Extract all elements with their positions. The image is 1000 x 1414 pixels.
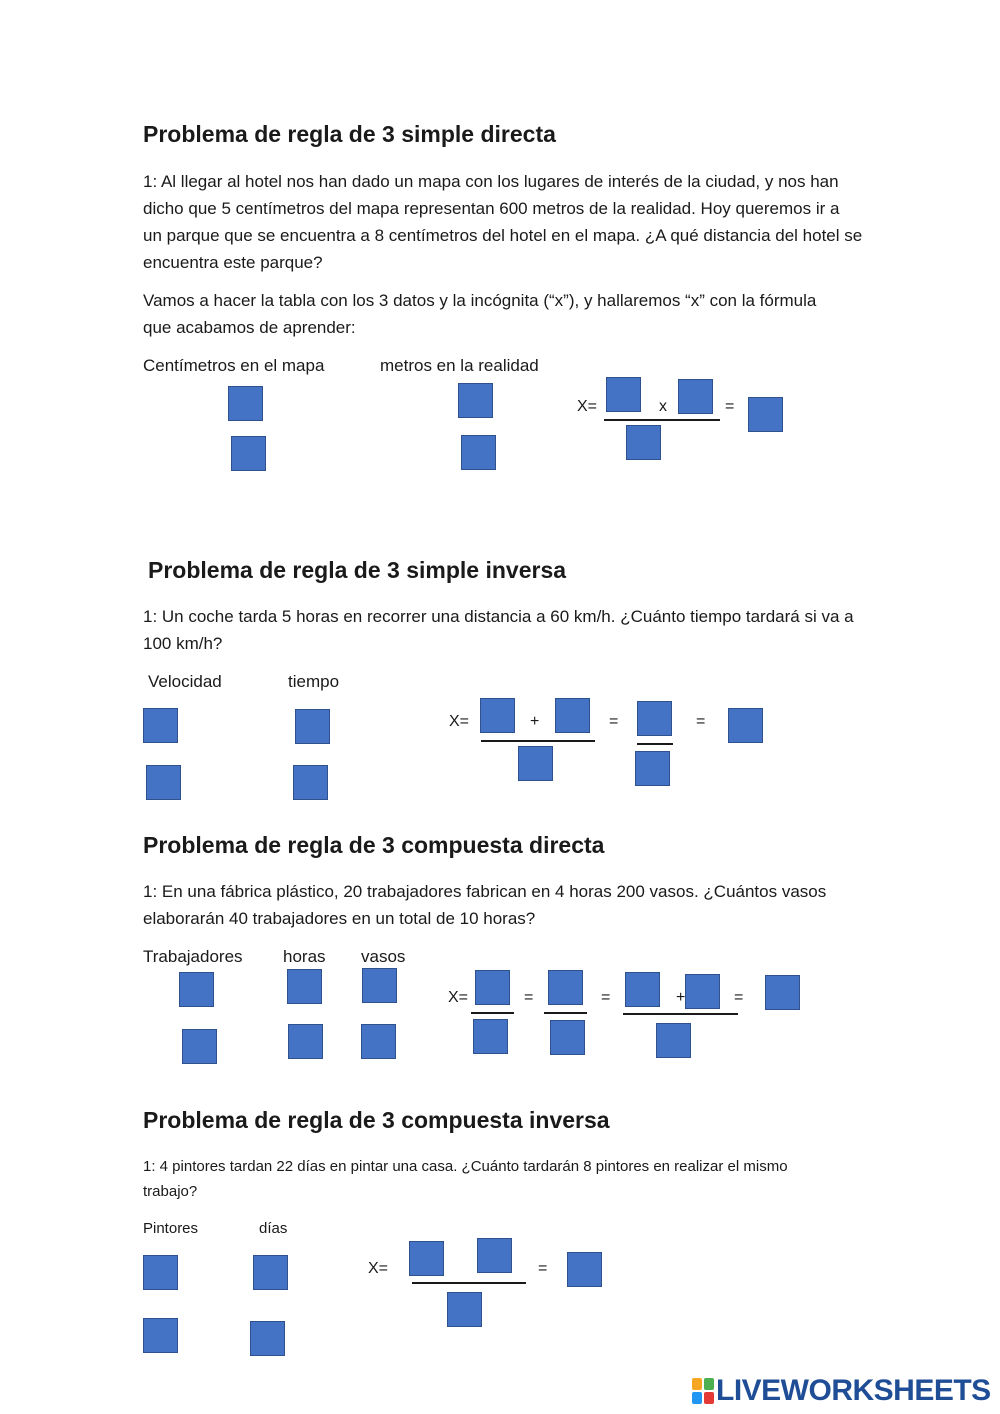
answer-box[interactable] [253, 1255, 288, 1290]
section-2-problem: 1: Un coche tarda 5 horas en recorrer una distancia a 60 km/h. ¿Cuánto tiempo tardará si va a 100 km/h? [143, 607, 854, 653]
formula-operator: + [676, 989, 686, 1006]
section-1-title: Problema de regla de 3 simple directa [143, 121, 556, 147]
answer-box[interactable] [625, 972, 660, 1007]
answer-box[interactable] [567, 1252, 602, 1287]
formula-equals: = [725, 398, 735, 415]
section-2-title: Problema de regla de 3 simple inversa [148, 557, 567, 583]
answer-box[interactable] [293, 765, 328, 800]
section-4-title: Problema de regla de 3 compuesta inversa [143, 1107, 610, 1133]
formula-equals: = [609, 713, 619, 730]
answer-box[interactable] [179, 972, 214, 1007]
answer-box[interactable] [728, 708, 763, 743]
formula-operator: x [659, 398, 667, 415]
fraction-bar [412, 1282, 526, 1284]
section-1-problem: 1: Al llegar al hotel nos han dado un mapa con los lugares de interés de la ciudad, y nos han dicho que 5 centímetros del mapa representan 600 metros de la realidad. Hoy queremos ir a un parque que se encuentra a 8 centímetros del hotel en el mapa. ¿A qué distancia del hotel se encuentra este parque? [143, 172, 863, 272]
liveworksheets-logo-icon [692, 1378, 714, 1404]
answer-box[interactable] [228, 386, 263, 421]
fraction-bar [481, 740, 595, 742]
formula-equals: = [538, 1260, 548, 1277]
answer-box[interactable] [480, 698, 515, 733]
answer-box[interactable] [361, 1024, 396, 1059]
answer-box[interactable] [461, 435, 496, 470]
formula-x-label: X= [449, 713, 470, 730]
formula-x-label: X= [368, 1260, 389, 1277]
section-2-col-label-speed: Velocidad [148, 672, 222, 691]
answer-box[interactable] [606, 377, 641, 412]
answer-box[interactable] [231, 436, 266, 471]
section-2-col-label-time: tiempo [288, 672, 340, 691]
answer-box[interactable] [518, 746, 553, 781]
answer-box[interactable] [146, 765, 181, 800]
liveworksheets-logo-text: LIVEWORKSHEETS [716, 1374, 991, 1407]
answer-box[interactable] [295, 709, 330, 744]
fraction-bar [544, 1012, 587, 1014]
liveworksheets-logo [692, 1374, 991, 1408]
section-4-col-label-painters: Pintores [143, 1220, 199, 1237]
section-3-col-label-glasses: vasos [361, 947, 406, 966]
fraction-bar [604, 419, 720, 421]
section-3-col-label-hours: horas [283, 947, 326, 966]
section-1-col-label-m: metros en la realidad [380, 356, 539, 375]
formula-operator: + [530, 713, 540, 730]
answer-box[interactable] [182, 1029, 217, 1064]
answer-box[interactable] [458, 383, 493, 418]
section-4-col-label-days: días [259, 1220, 288, 1237]
answer-box[interactable] [288, 1024, 323, 1059]
answer-box[interactable] [685, 974, 720, 1009]
section-3-problem: 1: En una fábrica plástico, 20 trabajadores fabrican en 4 horas 200 vasos. ¿Cuántos vasos elaborarán 40 trabajadores en un total de 10 horas? [143, 882, 827, 928]
formula-x-label: X= [448, 989, 469, 1006]
answer-box[interactable] [656, 1023, 691, 1058]
formula-equals: = [524, 989, 534, 1006]
section-1-col-label-cm: Centímetros en el mapa [143, 356, 325, 375]
answer-box[interactable] [409, 1241, 444, 1276]
answer-box[interactable] [637, 701, 672, 736]
answer-box[interactable] [362, 968, 397, 1003]
answer-box[interactable] [548, 970, 583, 1005]
answer-box[interactable] [678, 379, 713, 414]
answer-box[interactable] [143, 1318, 178, 1353]
section-1-instructions: Vamos a hacer la tabla con los 3 datos y la incógnita (“x”), y hallaremos “x” con la fórmula que acabamos de aprender: [143, 291, 817, 337]
answer-box[interactable] [626, 425, 661, 460]
answer-box[interactable] [287, 969, 322, 1004]
answer-box[interactable] [635, 751, 670, 786]
section-3-title: Problema de regla de 3 compuesta directa [143, 832, 605, 858]
answer-box[interactable] [250, 1321, 285, 1356]
formula-equals: = [696, 713, 706, 730]
answer-box[interactable] [447, 1292, 482, 1327]
fraction-bar [623, 1013, 738, 1015]
answer-box[interactable] [550, 1020, 585, 1055]
formula-equals: = [601, 989, 611, 1006]
answer-box[interactable] [143, 708, 178, 743]
section-4-problem: 1: 4 pintores tardan 22 días en pintar una casa. ¿Cuánto tardarán 8 pintores en realizar el mismo trabajo? [143, 1158, 788, 1200]
fraction-bar [637, 743, 673, 745]
answer-box[interactable] [475, 970, 510, 1005]
answer-box[interactable] [555, 698, 590, 733]
answer-box[interactable] [477, 1238, 512, 1273]
answer-box[interactable] [748, 397, 783, 432]
formula-equals: = [734, 989, 744, 1006]
section-3-col-label-workers: Trabajadores [143, 947, 243, 966]
formula-x-label: X= [577, 398, 598, 415]
answer-box[interactable] [143, 1255, 178, 1290]
fraction-bar [471, 1012, 514, 1014]
answer-box[interactable] [473, 1019, 508, 1054]
answer-box[interactable] [765, 975, 800, 1010]
